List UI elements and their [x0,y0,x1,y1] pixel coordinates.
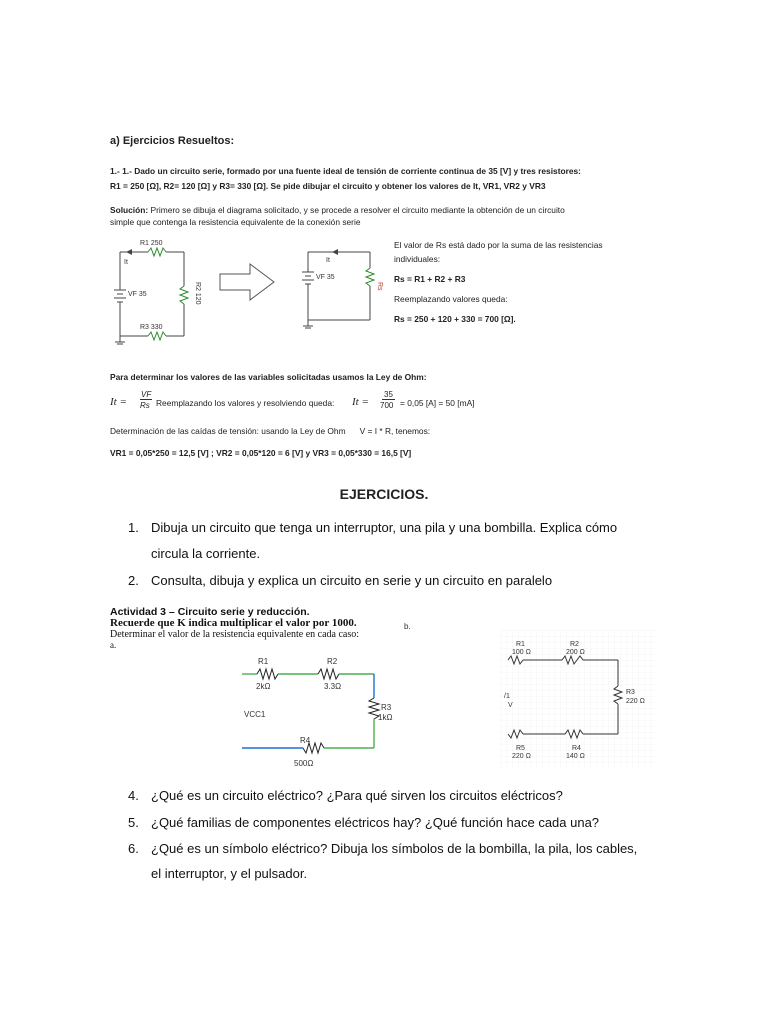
exercises-heading: EJERCICIOS. [339,486,429,502]
equivalent-resistance-note: El valor de Rs está dado por la suma de las resistencias individuales: Rs = R1 + R2 + R3 Reemplazando valores queda: Rs = 250 + 120 + 330 = 700 [Ω]. [394,240,603,324]
label-vf-eq: VF 35 [316,274,335,281]
label-r4: R4 [300,736,311,745]
label-r2: R2 [327,657,338,666]
activity-instruction: Determinar el valor de la resistencia equivalente en cada caso: [110,629,360,640]
label-r3: R3 330 [140,324,163,331]
label-r4-value: 140 Ω [566,753,585,760]
ohm-intro: Para determinar los valores de las variables solicitadas usamos la Ley de Ohm: [110,372,427,382]
solution-text: Solución: Primero se dibuja el diagrama solicitado, y se procede a resolver el circuito mediante la obtención de un circuito simple que contenga la resistencia equivalente de la conexión serie [110,205,565,227]
label-r1-value: 100 Ω [512,649,531,656]
label-rs: Rs [376,282,383,291]
section-title: a) Ejercicios Resueltos: [110,135,235,147]
label-vcc: VCC1 [244,710,266,719]
label-it: It [124,259,128,266]
label-v: V [508,702,513,709]
label-r1: R1 [258,657,269,666]
label-r5-value: 220 Ω [512,753,531,760]
label-r5: R5 [516,745,525,752]
label-r2-value: 200 Ω [566,649,585,656]
equivalent-circuit-diagram [296,236,386,336]
activity-note: Recuerde que K indica multiplicar el valor por 1000. [110,617,357,629]
label-r1-value: 2kΩ [256,682,271,691]
label-b: b. [404,622,411,631]
label-r2: R2 120 [194,282,201,305]
series-circuit-diagram [110,234,210,349]
arrow-shape [218,262,278,302]
voltage-drop-intro: Determinación de las caídas de tensión: usando la Ley de Ohm V = I * R, tenemos: [110,426,431,436]
label-r1: R1 250 [140,240,163,247]
label-r3: R3 [381,703,392,712]
activity-title: Actividad 3 – Circuito serie y reducción. [110,606,310,618]
circuit-a-diagram [232,650,393,772]
label-a: a. [110,640,117,650]
current-formula: It = VF Rs Reemplazando los valores y resolviendo queda: It = 35 700 = 0,05 [A] = 50 [mA] [110,390,475,410]
label-r4-value: 500Ω [294,759,314,768]
label-v1: /1 [504,693,510,700]
label-it-eq: It [326,257,330,264]
label-r3-value: 220 Ω [626,698,645,705]
label-r3-value: 1kΩ [378,713,393,722]
label-r3: R3 [626,689,635,696]
circuit-b-diagram [500,630,658,770]
label-r4: R4 [572,745,581,752]
label-r1: R1 [516,641,525,648]
label-r2-value: 3.3Ω [324,682,342,691]
label-vf: VF 35 [128,291,147,298]
problem-statement: 1.- 1.- Dado un circuito serie, formado por una fuente ideal de tensión de corriente continua de 35 [V] y tres resistores: R1 = 250 [Ω], R2= 120 [Ω] y R3= 330 [Ω]. Se pide dibujar el circuito y obtener los valores de It, VR1, VR2 y VR3 [110,166,581,191]
label-r2: R2 [570,641,579,648]
voltage-drop-results: VR1 = 0,05*250 = 12,5 [V] ; VR2 = 0,05*120 = 6 [V] y VR3 = 0,05*330 = 16,5 [V] [110,448,412,458]
